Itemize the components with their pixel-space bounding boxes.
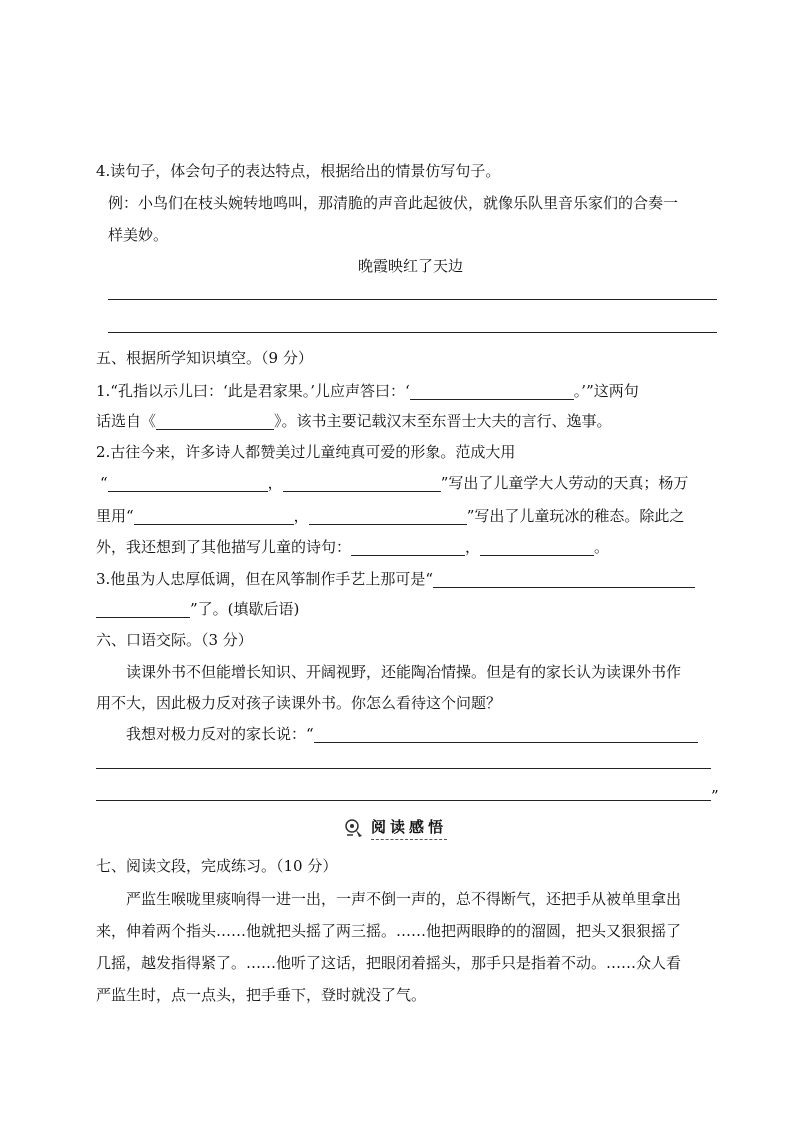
s5-q2-text-fan: ”写出了儿童学大人劳动的天真；杨万: [440, 474, 689, 492]
s5-q3-line1: [96, 569, 695, 589]
s7-para-line4: 严监生时，点一点头，把手垂下，登时就没了气。: [96, 986, 427, 1004]
s5-q3-blank-2[interactable]: [96, 601, 190, 618]
s6-answer-line-3[interactable]: [96, 800, 711, 801]
s5-q1-line2: [96, 411, 612, 431]
s5-q3-text-a: 3.他虽为人忠厚低调，但在风筝制作手艺上那可是“: [96, 570, 433, 588]
s6-para-line2: 用不大，因此极力反对孩子读课外书。你怎么看待这个问题？: [96, 694, 502, 712]
q4-title: 4.读句子，体会句子的表达特点，根据给出的情景仿写句子。: [96, 162, 501, 180]
s5-q2-blank-2[interactable]: [283, 475, 441, 492]
q4-example-line2: 样美妙。: [108, 226, 169, 244]
s5-q2-text-other: 外，我还想到了其他描写儿童的诗句：: [96, 538, 352, 556]
s5-q1-text-c: 话选自《: [96, 412, 157, 430]
s7-para-line3: 几摇，越发指得紧了。……他听了这话，把眼闭着摇头，那手只是指着不动。……众人看: [96, 954, 682, 972]
s5-q2-blank-6[interactable]: [480, 539, 594, 556]
s6-close-quote: ”: [711, 787, 719, 805]
s5-q2-blank-1[interactable]: [108, 475, 268, 492]
s5-q1-text-d: 》。该书主要记载汉末至东晋士大夫的言行、逸事。: [274, 412, 612, 430]
q4-scene: 晚霞映红了天边: [358, 257, 464, 275]
s6-answer-line-2[interactable]: [96, 768, 711, 769]
s5-q2-open-quote: “: [100, 474, 108, 492]
s5-q2-blank-5[interactable]: [351, 539, 465, 556]
s5-q2-line3: [96, 506, 684, 526]
s5-q3-line2: [96, 599, 299, 619]
s5-q2-blank-4[interactable]: [309, 508, 467, 525]
reading-section-title: 阅读感悟: [371, 816, 447, 840]
q4-answer-line-1[interactable]: [108, 299, 717, 300]
reading-section-badge: [343, 815, 467, 841]
section7-title: 七、阅读文段，完成练习。（10 分）: [96, 857, 338, 875]
s5-q2-blank-3[interactable]: [134, 508, 294, 525]
s5-q1-text-a: 1.“孔指以示儿曰：‘此是君家果。’儿应声答曰：‘: [96, 382, 410, 400]
s7-para-line2: 来，伸着两个指头……他就把头摇了两三摇。……他把两眼睁的的溜圆，把头又狠狠摇了: [96, 922, 682, 940]
s6-answer-prefix: 我想对极力反对的家长说：“: [126, 725, 314, 743]
s5-q2-text-yang: 里用“: [96, 507, 134, 525]
section5-title: 五、根据所学知识填空。（9 分）: [96, 349, 313, 367]
s5-q2-line1: 2.古往今来，许多诗人都赞美过儿童纯真可爱的形象。范成大用: [96, 443, 516, 461]
s5-q3-text-b: ”了。(填歇后语): [190, 600, 300, 618]
s5-q2-period: 。: [594, 538, 610, 556]
s5-q1-line1: [96, 381, 639, 401]
s6-para-line1: 读课外书不但能增长知识、开阔视野，还能陶冶情操。但是有的家长认为读课外书作: [126, 663, 682, 681]
section6-title: 六、口语交际。（3 分）: [96, 631, 253, 649]
s7-para-line1: 严监生喉咙里痰响得一进一出，一声不倒一声的，总不得断气，还把手从被单里拿出: [126, 890, 682, 908]
s5-q1-text-b: 。’”这两句: [573, 382, 639, 400]
s5-q2-comma-1: ，: [267, 474, 283, 492]
s5-q1-blank-answer[interactable]: [410, 383, 574, 400]
s5-q3-blank-1[interactable]: [433, 571, 695, 588]
s5-q2-comma-3: ，: [465, 538, 481, 556]
s5-q2-line2: [100, 473, 688, 493]
gramophone-icon: [343, 817, 365, 839]
q4-answer-line-2[interactable]: [108, 332, 717, 333]
s6-answer-blank-1[interactable]: [314, 726, 698, 743]
s5-q1-blank-book[interactable]: [156, 413, 274, 430]
s5-q2-text-ice: ”写出了儿童玩冰的稚态。除此之: [466, 507, 685, 525]
s5-q2-comma-2: ，: [293, 507, 309, 525]
s6-answer-line1: [126, 724, 698, 744]
q4-example-line1: 例：小鸟们在枝头婉转地鸣叫，那清脆的声音此起彼伏，就像乐队里音乐家们的合奏一: [108, 194, 679, 212]
s5-q2-line4: [96, 537, 609, 557]
